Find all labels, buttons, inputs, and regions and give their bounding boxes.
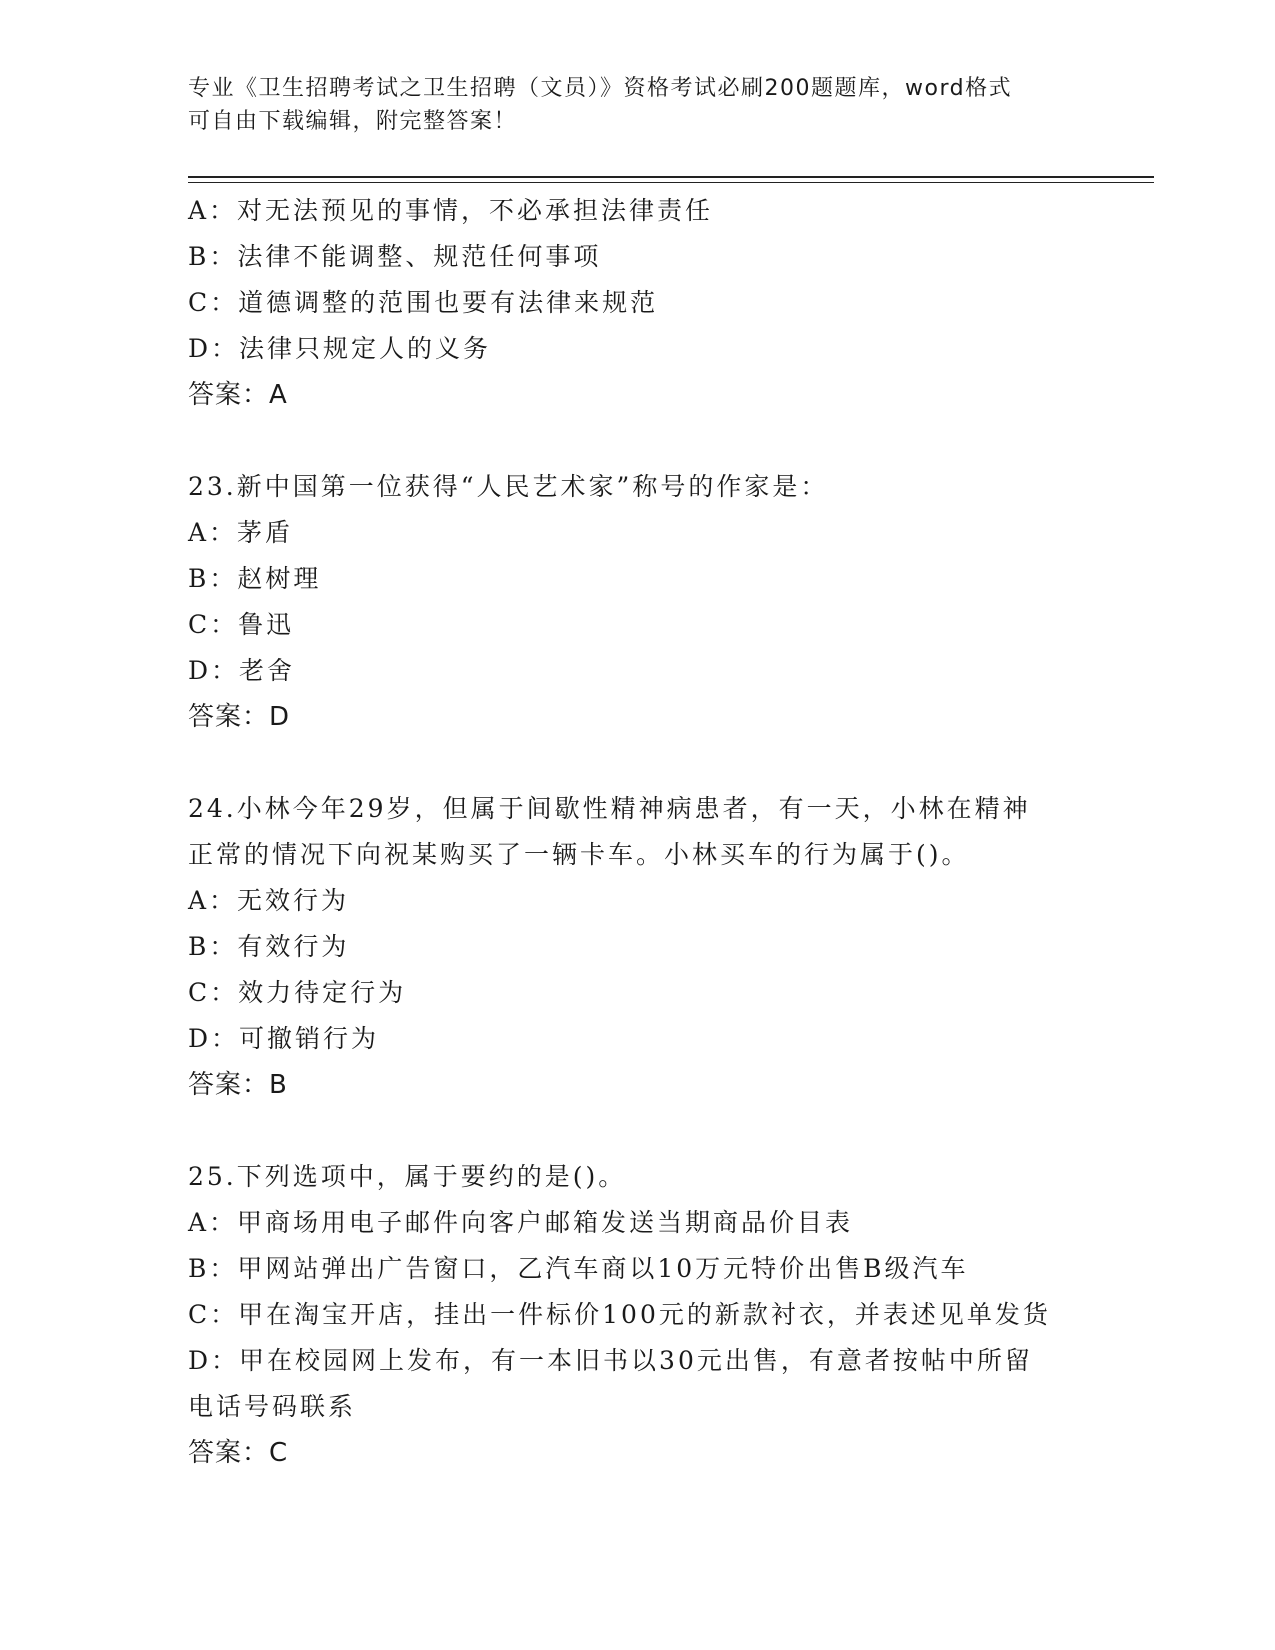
- spacer: [188, 740, 1088, 786]
- option-c: C：道德调整的范围也要有法律来规范: [188, 288, 659, 317]
- option-c: C：鲁迅: [188, 610, 295, 639]
- header-line-1: 专业《卫生招聘考试之卫生招聘（文员）》资格考试必刷200题题库，word格式: [188, 76, 1013, 101]
- option-b: B：甲网站弹出广告窗口，乙汽车商以10万元特价出售B级汽车: [188, 1254, 969, 1283]
- option-a: A：甲商场用电子邮件向客户邮箱发送当期商品价目表: [188, 1208, 854, 1237]
- answer: 答案：A: [188, 380, 288, 410]
- document-header: [188, 72, 1088, 138]
- question-24: [188, 786, 1088, 1108]
- question-stem: 23.新中国第一位获得“人民艺术家”称号的作家是：: [188, 472, 829, 501]
- question-stem-line-1: 24.小林今年29岁，但属于间歇性精神病患者，有一天，小林在精神: [188, 794, 1031, 823]
- header-line-2: 可自由下载编辑，附完整答案！: [188, 109, 518, 134]
- question-25: [188, 1154, 1088, 1476]
- option-c: C：甲在淘宝开店，挂出一件标价100元的新款衬衣，并表述见单发货: [188, 1300, 1051, 1329]
- option-d-continued: 电话号码联系: [188, 1392, 357, 1421]
- option-d: D：法律只规定人的义务: [188, 334, 492, 363]
- option-b: B：法律不能调整、规范任何事项: [188, 242, 602, 271]
- option-c: C：效力待定行为: [188, 978, 407, 1007]
- option-a: A：无效行为: [188, 886, 350, 915]
- option-d: D：甲在校园网上发布，有一本旧书以30元出售，有意者按帖中所留: [188, 1346, 1033, 1375]
- answer: 答案：C: [188, 1438, 289, 1468]
- question-stem: 25.下列选项中，属于要约的是()。: [188, 1162, 627, 1191]
- spacer: [188, 418, 1088, 464]
- option-d: D：可撤销行为: [188, 1024, 380, 1053]
- option-a: A：对无法预见的事情，不必承担法律责任: [188, 196, 714, 225]
- option-a: A：茅盾: [188, 518, 294, 547]
- answer: 答案：D: [188, 702, 291, 732]
- answer: 答案：B: [188, 1070, 288, 1100]
- header-rule-thin: [188, 182, 1154, 183]
- question-22: [188, 188, 1088, 418]
- option-b: B：有效行为: [188, 932, 350, 961]
- question-23: [188, 464, 1088, 740]
- header-rule-thick: [188, 176, 1154, 178]
- option-d: D：老舍: [188, 656, 296, 685]
- question-list: [188, 188, 1088, 1476]
- question-stem-line-2: 正常的情况下向祝某购买了一辆卡车。小林买车的行为属于()。: [188, 840, 970, 869]
- spacer: [188, 1108, 1088, 1154]
- option-b: B：赵树理: [188, 564, 322, 593]
